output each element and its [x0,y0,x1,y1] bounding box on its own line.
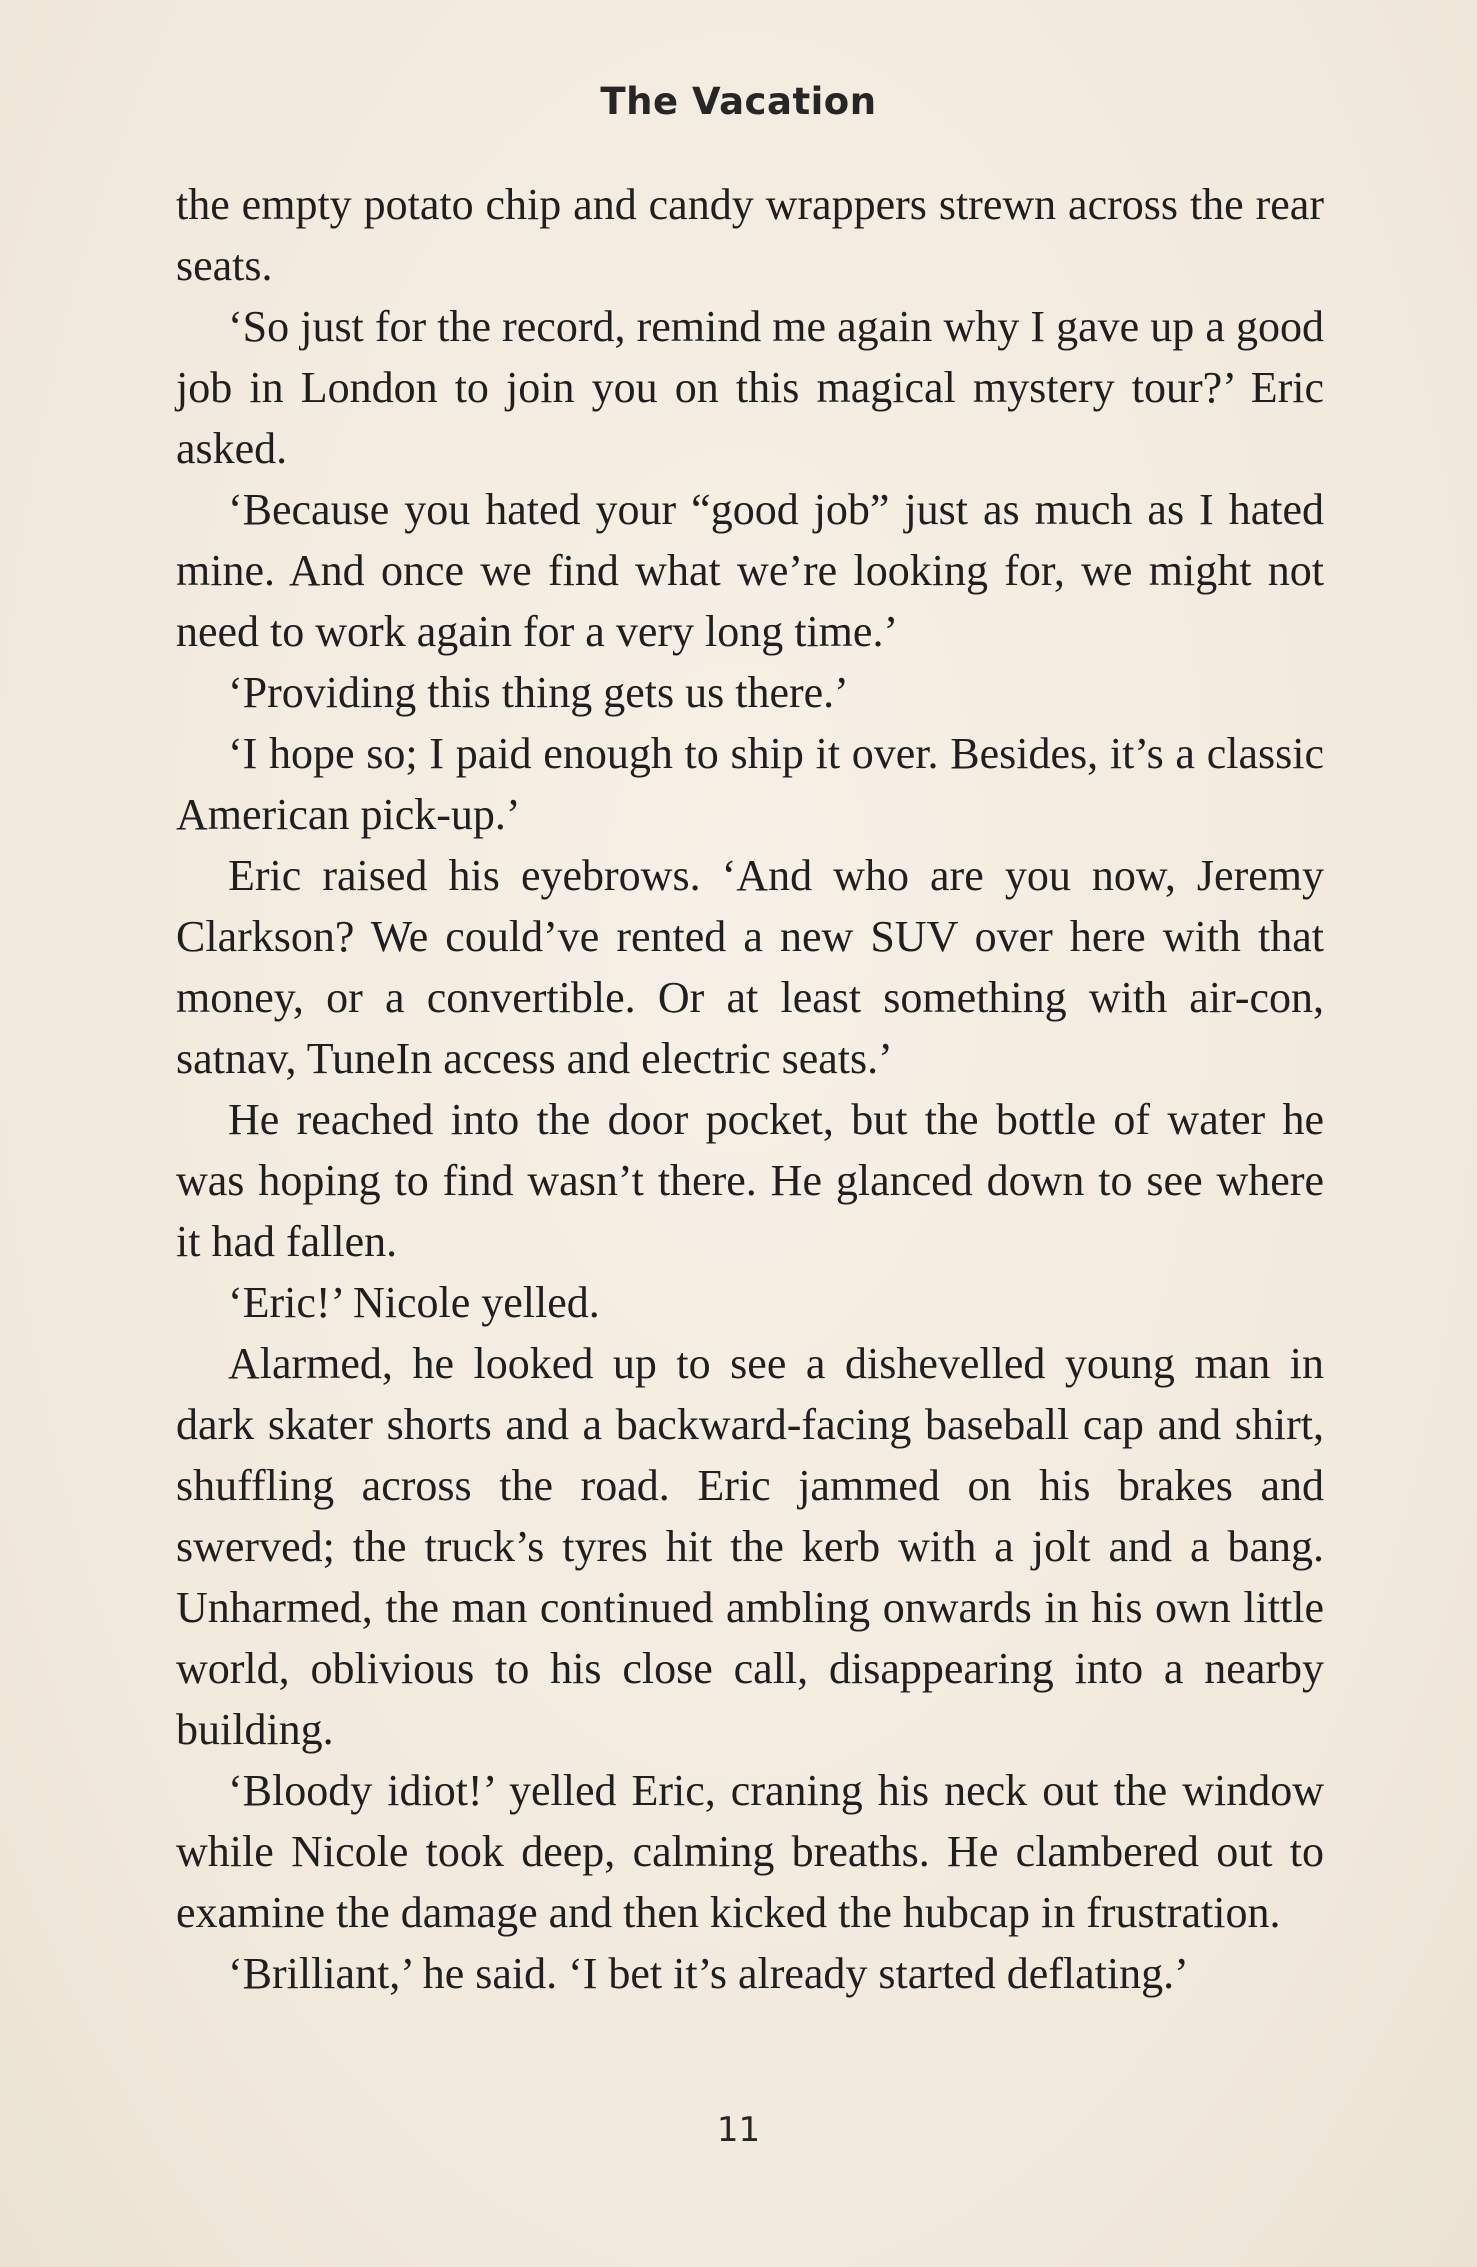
paragraph: ‘Bloody idiot!’ yelled Eric, craning his neck out the window while Nicole took deep, calming breaths. He clambered out to examine the damage and then kicked the hubcap in frustration. [176,1766,1324,1937]
paragraph: Eric raised his eyebrows. ‘And who are you now, Jeremy Clarkson? We could’ve rented a new SUV over here with that money, or a convertible. Or at least something with air-con, satnav, TuneIn access and electric seats.’ [176,851,1324,1083]
body-text [176,174,1324,2004]
running-head: The Vacation [600,80,877,123]
paragraph: the empty potato chip and candy wrappers strewn across the rear seats. [176,180,1324,290]
paragraph: ‘Brilliant,’ he said. ‘I bet it’s already started deflating.’ [228,1949,1189,1998]
paragraph: ‘Because you hated your “good job” just as much as I hated mine. And once we find what we’re looking for, we might not need to work again for a very long time.’ [176,485,1324,656]
paragraph: ‘Eric!’ Nicole yelled. [228,1278,600,1327]
paragraph: Alarmed, he looked up to see a dishevelled young man in dark skater shorts and a backward-facing baseball cap and shirt, shuffling across the road. Eric jammed on his brakes and swerved; the truck’s tyres hit the kerb with a jolt and a bang. Unharmed, the man continued ambling onwards in his own little world, oblivious to his close call, disappearing into a nearby building. [176,1339,1324,1754]
paragraph: ‘Providing this thing gets us there.’ [228,668,849,717]
paragraph: ‘I hope so; I paid enough to ship it over. Besides, it’s a classic American pick-up.’ [176,729,1324,839]
page-number: 11 [716,2110,761,2150]
paragraph: He reached into the door pocket, but the bottle of water he was hoping to find wasn’t there. He glanced down to see where it had fallen. [176,1095,1324,1266]
paragraph: ‘So just for the record, remind me again why I gave up a good job in London to join you on this magical mystery tour?’ Eric asked. [176,302,1324,473]
